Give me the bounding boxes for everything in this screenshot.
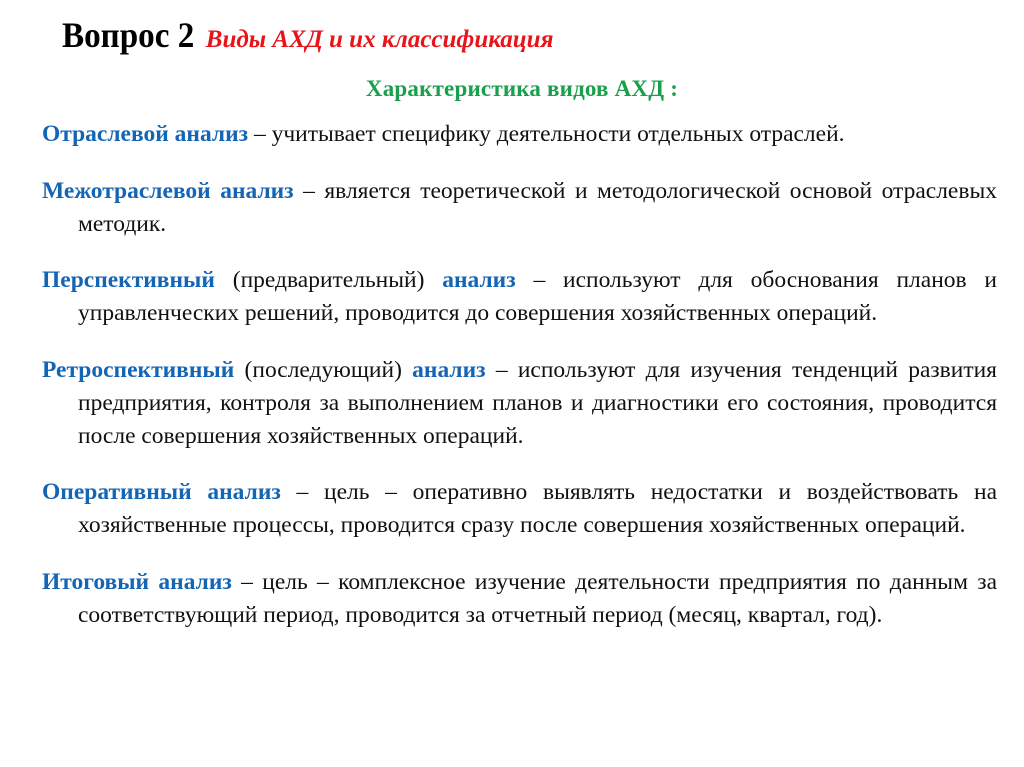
item-prospective-analysis — [42, 264, 997, 330]
term: анализ — [442, 267, 516, 293]
definition: – используют для обоснования планов и управленческих решений, проводится до совершения хозяйственных операций. — [78, 267, 997, 326]
term-qualifier: (предварительный) — [214, 267, 443, 293]
item-industry-analysis — [42, 118, 997, 151]
term: Оперативный анализ — [42, 479, 281, 505]
analysis-types-list — [42, 118, 997, 638]
definition: – является теоретической и методологической основой отраслевых методик. — [78, 177, 997, 237]
definition: – цель – комплексное изучение деятельности предприятия по данным за соответствующий период, проводится за отчетный период (месяц, квартал, год). — [78, 568, 997, 628]
term: Ретроспективный — [42, 356, 235, 383]
definition: – используют для изучения тенденций развития предприятия, контроля за выполнением планов и диагностики его состояния, проводится после совершения хозяйственных операций. — [78, 356, 997, 449]
term: Итоговый анализ — [42, 568, 232, 595]
slide-title — [62, 14, 553, 56]
item-retrospective-analysis — [42, 354, 997, 453]
term: Отраслевой анализ — [42, 121, 249, 147]
item-interindustry-analysis — [42, 175, 997, 241]
item-operational-analysis — [42, 476, 997, 542]
term-qualifier: (последующий) — [234, 356, 413, 383]
section-heading: Характеристика видов АХД : — [365, 76, 679, 101]
item-final-analysis — [42, 566, 997, 632]
term: Перспективный — [42, 267, 215, 293]
definition: – учитывает специфику деятельности отдельных отраслей. — [248, 121, 845, 147]
term: анализ — [412, 356, 486, 383]
definition: – цель – оперативно выявлять недостатки и воздействовать на хозяйственные процессы, проводится сразу после совершения хозяйственных операций. — [78, 479, 998, 538]
question-topic: Виды АХД и их классификация — [205, 26, 554, 53]
term: Межотраслевой анализ — [42, 177, 294, 204]
question-number: Вопрос 2 — [62, 15, 195, 55]
